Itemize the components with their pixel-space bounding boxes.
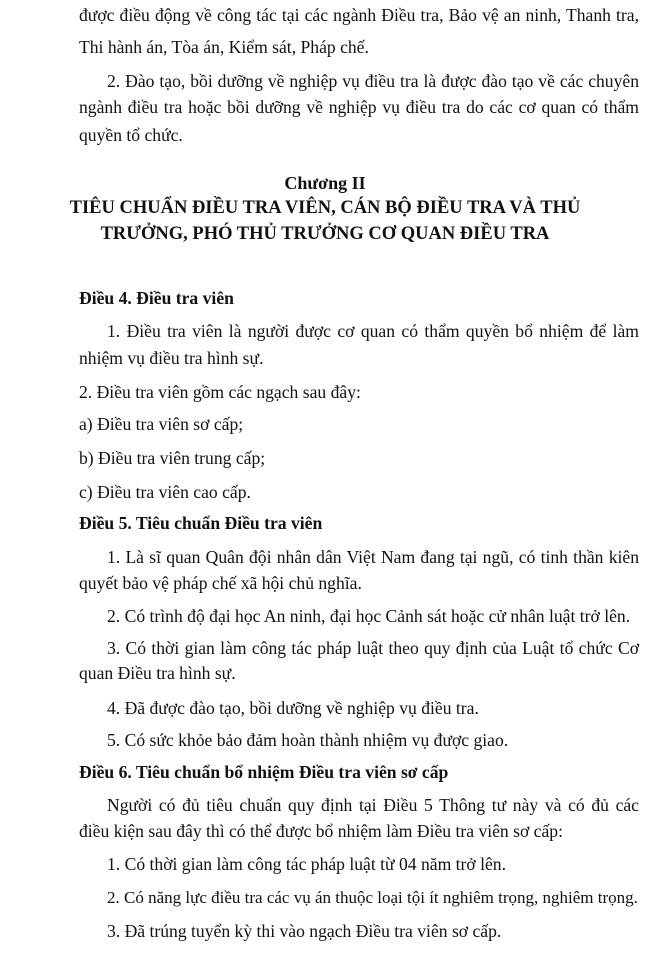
paragraph-line: 2. Có năng lực điều tra các vụ án thuộc loại tội ít nghiêm trọng, nghiêm trọng. [107, 888, 638, 907]
paragraph-line: quyết bảo vệ pháp chế xã hội chủ nghĩa. [79, 573, 362, 593]
article-heading: Điều 6. Tiêu chuẩn bổ nhiệm Điều tra viên sơ cấp [79, 762, 449, 782]
list-item: a) Điều tra viên sơ cấp; [79, 414, 244, 434]
paragraph-line: 4. Đã được đào tạo, bồi dưỡng về nghiệp vụ điều tra. [107, 698, 479, 718]
paragraph-line: 2. Điều tra viên gồm các ngạch sau đây: [79, 382, 361, 402]
paragraph-line: 2. Có trình độ đại học An ninh, đại học Cảnh sát hoặc cử nhân luật trở lên. [107, 606, 631, 626]
paragraph-line: quyền tổ chức. [79, 125, 183, 145]
paragraph-line: 1. Điều tra viên là người được cơ quan có thẩm quyền bổ nhiệm để làm [107, 321, 639, 341]
paragraph-line: Người có đủ tiêu chuẩn quy định tại Điều 5 Thông tư này và có đủ các [107, 795, 639, 815]
paragraph-line: quan Điều tra hình sự. [79, 663, 236, 683]
paragraph-line: 1. Là sĩ quan Quân đội nhân dân Việt Nam đang tại ngũ, có tinh thần kiên [107, 547, 639, 567]
chapter-title-line: TIÊU CHUẨN ĐIỀU TRA VIÊN, CÁN BỘ ĐIỀU TRA VÀ THỦ [69, 198, 581, 218]
article-heading: Điều 4. Điều tra viên [79, 288, 234, 308]
paragraph-line: 3. Đã trúng tuyển kỳ thi vào ngạch Điều tra viên sơ cấp. [107, 921, 502, 941]
paragraph-line: Thi hành án, Tòa án, Kiểm sát, Pháp chế. [79, 37, 369, 57]
paragraph-line: ngành điều tra hoặc bồi dưỡng về nghiệp vụ điều tra do các cơ quan có thẩm [79, 97, 639, 117]
paragraph-line: nhiệm vụ điều tra hình sự. [79, 348, 264, 368]
paragraph-line: điều kiện sau đây thì có thể được bổ nhiệm làm Điều tra viên sơ cấp: [79, 821, 563, 841]
list-item: b) Điều tra viên trung cấp; [79, 448, 266, 468]
list-item: c) Điều tra viên cao cấp. [79, 482, 251, 502]
paragraph-line: 2. Đào tạo, bồi dưỡng về nghiệp vụ điều tra là được đào tạo về các chuyên [107, 71, 639, 91]
chapter-number: Chương II [284, 173, 366, 193]
paragraph-line: được điều động về công tác tại các ngành Điều tra, Bảo vệ an ninh, Thanh tra, [79, 5, 639, 25]
paragraph-line: 3. Có thời gian làm công tác pháp luật theo quy định của Luật tổ chức Cơ [107, 638, 639, 658]
chapter-title-line: TRƯỞNG, PHÓ THỦ TRƯỞNG CƠ QUAN ĐIỀU TRA [100, 224, 550, 244]
paragraph-line: 1. Có thời gian làm công tác pháp luật từ 04 năm trở lên. [107, 854, 506, 874]
paragraph-line: 5. Có sức khỏe bảo đảm hoàn thành nhiệm vụ được giao. [107, 730, 509, 750]
article-heading: Điều 5. Tiêu chuẩn Điều tra viên [79, 513, 323, 533]
